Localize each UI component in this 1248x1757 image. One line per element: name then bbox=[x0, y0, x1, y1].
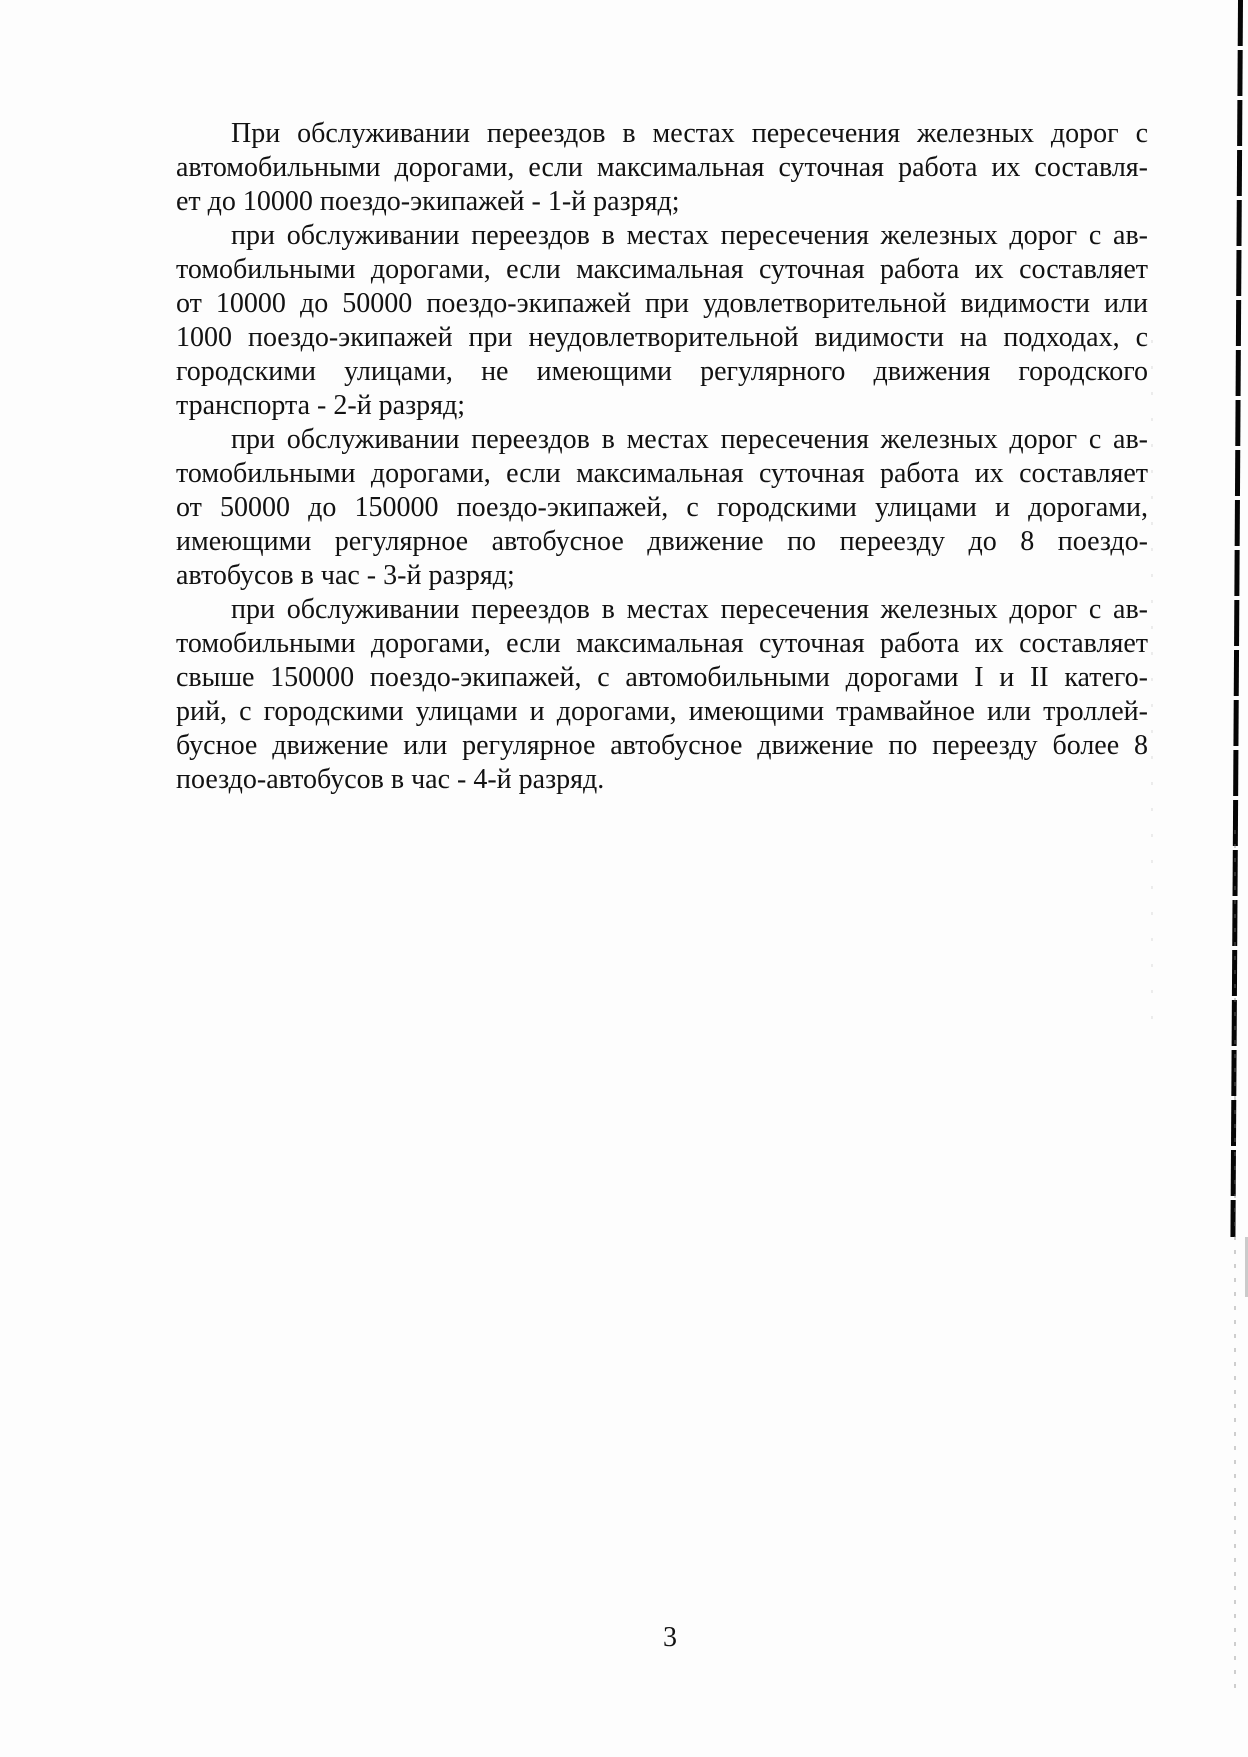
text-line: городскими улицами, не имеющими регулярного движения городского bbox=[176, 356, 1148, 387]
text-line: рий, с городскими улицами и дорогами, имеющими трамвайное или троллей- bbox=[176, 696, 1148, 727]
paragraph bbox=[176, 593, 1148, 797]
text-line: томобильными дорогами, если максимальная суточная работа их составляет bbox=[176, 458, 1148, 489]
text-line: бусное движение или регулярное автобусное движение по переезду более 8 bbox=[176, 730, 1148, 761]
text-line: поездо-автобусов в час - 4-й разряд. bbox=[176, 764, 605, 795]
text-line: при обслуживании переездов в местах пересечения железных дорог с ав- bbox=[231, 424, 1148, 455]
text-line: имеющими регулярное автобусное движение по переезду до 8 поездо- bbox=[176, 526, 1148, 557]
scan-artifact-right-bar bbox=[1230, 0, 1243, 1237]
body-text bbox=[176, 117, 1148, 797]
text-line: томобильными дорогами, если максимальная суточная работа их составляет bbox=[176, 628, 1148, 659]
text-line: автомобильными дорогами, если максимальная суточная работа их составля- bbox=[176, 152, 1148, 183]
scan-artifact-dotted-line bbox=[1234, 830, 1236, 1690]
text-line: при обслуживании переездов в местах пересечения железных дорог с ав- bbox=[231, 594, 1148, 625]
scan-artifact-faint-specks bbox=[1151, 340, 1153, 1040]
text-line: транспорта - 2-й разряд; bbox=[176, 390, 466, 421]
page-number: 3 bbox=[663, 1622, 677, 1653]
paragraph bbox=[176, 117, 1148, 219]
text-line: 1000 поездо-экипажей при неудовлетворительной видимости на подходах, с bbox=[176, 322, 1148, 353]
text-line: от 50000 до 150000 поездо-экипажей, с городскими улицами и дорогами, bbox=[176, 492, 1148, 523]
text-line: томобильными дорогами, если максимальная суточная работа их составляет bbox=[176, 254, 1148, 285]
text-line: от 10000 до 50000 поездо-экипажей при удовлетворительной видимости или bbox=[176, 288, 1148, 319]
text-line: ет до 10000 поездо-экипажей - 1-й разряд; bbox=[176, 186, 680, 217]
text-line: при обслуживании переездов в местах пересечения железных дорог с ав- bbox=[231, 220, 1148, 251]
text-line: свыше 150000 поездо-экипажей, с автомобильными дорогами I и II катего- bbox=[176, 662, 1148, 693]
text-line: автобусов в час - 3-й разряд; bbox=[176, 560, 515, 591]
text-line: При обслуживании переездов в местах пересечения железных дорог с bbox=[231, 118, 1148, 149]
paragraph bbox=[176, 219, 1148, 423]
paragraph bbox=[176, 423, 1148, 593]
